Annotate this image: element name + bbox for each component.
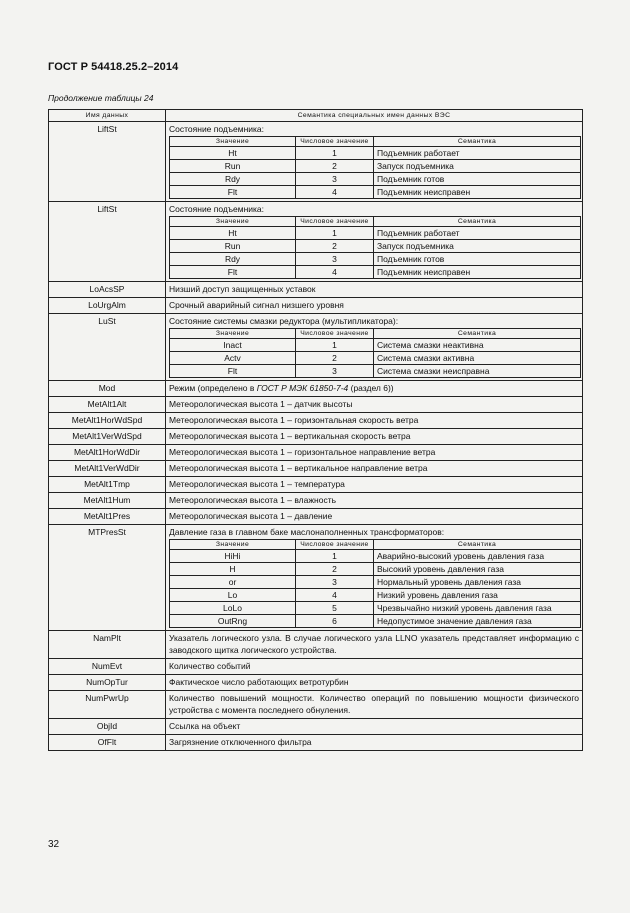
table-row — [49, 202, 583, 282]
enum-value: Flt — [170, 266, 296, 279]
table-row — [49, 429, 583, 445]
semantics-text: Метеорологическая высота 1 – влажность — [169, 495, 337, 505]
table-row — [49, 413, 583, 429]
enum-numeric: 4 — [296, 589, 374, 602]
enum-value: Actv — [170, 352, 296, 365]
enum-value: Ht — [170, 147, 296, 160]
data-name-cell: MetAlt1HorWdDir — [49, 445, 166, 461]
table-row — [49, 719, 583, 735]
table-row — [49, 122, 583, 202]
data-name-cell: MetAlt1HorWdSpd — [49, 413, 166, 429]
enum-value: OutRng — [170, 615, 296, 628]
semantics-text: (раздел 6)) — [348, 383, 394, 393]
enum-semantics: Подъемник работает — [374, 227, 581, 240]
enum-semantics: Низкий уровень давления газа — [374, 589, 581, 602]
enum-semantics: Подъемник неисправен — [374, 186, 581, 199]
enum-row — [170, 266, 581, 279]
semantics-text: Метеорологическая высота 1 – вертикальное направление ветра — [169, 463, 428, 473]
enum-semantics: Чрезвычайно низкий уровень давления газа — [374, 602, 581, 615]
table-row — [49, 493, 583, 509]
semantics-text: Количество повышений мощности. Количество операций по повышению мощности физического устройства с момента последнего обнуления. — [169, 693, 579, 715]
enum-row — [170, 186, 581, 199]
semantics-cell — [166, 282, 583, 298]
enum-numeric: 2 — [296, 563, 374, 576]
table-header-row — [49, 110, 583, 122]
semantics-text: Срочный аварийный сигнал низшего уровня — [169, 300, 344, 310]
enum-header-numeric: Числовое значение — [296, 540, 374, 550]
semantics-cell — [166, 413, 583, 429]
semantics-cell — [166, 461, 583, 477]
enum-numeric: 1 — [296, 147, 374, 160]
enum-row — [170, 160, 581, 173]
semantics-text: Ссылка на объект — [169, 721, 241, 731]
table-row — [49, 445, 583, 461]
enum-header-numeric: Числовое значение — [296, 217, 374, 227]
enum-numeric: 1 — [296, 227, 374, 240]
data-name-cell: NumOpTur — [49, 675, 166, 691]
semantics-title: Состояние подъемника: — [169, 204, 265, 214]
enum-values-table — [169, 136, 581, 199]
enum-semantics: Система смазки неактивна — [374, 339, 581, 352]
enum-value: Run — [170, 240, 296, 253]
semantics-cell — [166, 659, 583, 675]
enum-numeric: 3 — [296, 365, 374, 378]
table-row — [49, 631, 583, 659]
semantics-cell — [166, 631, 583, 659]
enum-semantics: Нормальный уровень давления газа — [374, 576, 581, 589]
enum-row — [170, 240, 581, 253]
enum-value: HiHi — [170, 550, 296, 563]
enum-numeric: 2 — [296, 240, 374, 253]
data-name-cell: MetAlt1VerWdSpd — [49, 429, 166, 445]
table-row — [49, 298, 583, 314]
semantics-cell — [166, 691, 583, 719]
enum-header-row — [170, 137, 581, 147]
semantics-cell — [166, 122, 583, 202]
semantics-text: Метеорологическая высота 1 – датчик высоты — [169, 399, 353, 409]
semantics-text: Метеорологическая высота 1 – температура — [169, 479, 345, 489]
enum-numeric: 4 — [296, 186, 374, 199]
data-name-cell: OfFlt — [49, 735, 166, 751]
enum-header-numeric: Числовое значение — [296, 329, 374, 339]
data-name-cell: MetAlt1Tmp — [49, 477, 166, 493]
data-name-cell: Mod — [49, 381, 166, 397]
data-name-cell: MTPresSt — [49, 525, 166, 631]
semantics-cell — [166, 397, 583, 413]
enum-row — [170, 227, 581, 240]
semantics-cell — [166, 445, 583, 461]
table-row — [49, 509, 583, 525]
enum-header-value: Значение — [170, 540, 296, 550]
table-row — [49, 735, 583, 751]
table-row — [49, 659, 583, 675]
enum-semantics: Аварийно-высокий уровень давления газа — [374, 550, 581, 563]
enum-row — [170, 563, 581, 576]
enum-numeric: 2 — [296, 352, 374, 365]
semantics-text: Метеорологическая высота 1 – вертикальная скорость ветра — [169, 431, 411, 441]
enum-row — [170, 365, 581, 378]
enum-value: Ht — [170, 227, 296, 240]
enum-numeric: 1 — [296, 550, 374, 563]
enum-header-semantics: Семантика — [374, 329, 581, 339]
data-name-cell: LoAcsSP — [49, 282, 166, 298]
enum-header-row — [170, 540, 581, 550]
table-row — [49, 282, 583, 298]
standard-header: ГОСТ Р 54418.25.2–2014 — [48, 61, 179, 73]
enum-header-row — [170, 329, 581, 339]
semantics-text: Метеорологическая высота 1 – давление — [169, 511, 333, 521]
table-row — [49, 461, 583, 477]
enum-row — [170, 253, 581, 266]
data-name-cell: MetAlt1Pres — [49, 509, 166, 525]
enum-numeric: 2 — [296, 160, 374, 173]
enum-numeric: 3 — [296, 253, 374, 266]
semantics-cell — [166, 202, 583, 282]
semantics-text: Режим (определено в — [169, 383, 257, 393]
data-name-cell: LoUrgAlm — [49, 298, 166, 314]
enum-value: Flt — [170, 186, 296, 199]
data-name-cell: LuSt — [49, 314, 166, 381]
semantics-text: Метеорологическая высота 1 – горизонтальное направление ветра — [169, 447, 436, 457]
enum-value: Lo — [170, 589, 296, 602]
semantics-text: Фактическое число работающих ветротурбин — [169, 677, 349, 687]
enum-row — [170, 352, 581, 365]
semantics-text: Метеорологическая высота 1 – горизонтальная скорость ветра — [169, 415, 419, 425]
enum-row — [170, 147, 581, 160]
table-row — [49, 675, 583, 691]
semantics-cell — [166, 735, 583, 751]
semantics-cell — [166, 509, 583, 525]
col-header-name: Имя данных — [49, 110, 166, 122]
enum-numeric: 3 — [296, 173, 374, 186]
enum-header-value: Значение — [170, 137, 296, 147]
enum-semantics: Система смазки активна — [374, 352, 581, 365]
enum-header-value: Значение — [170, 329, 296, 339]
enum-semantics: Система смазки неисправна — [374, 365, 581, 378]
table-row — [49, 314, 583, 381]
enum-row — [170, 615, 581, 628]
semantics-text: Загрязнение отключенного фильтра — [169, 737, 312, 747]
enum-row — [170, 173, 581, 186]
data-names-table — [48, 109, 583, 751]
enum-value: Run — [170, 160, 296, 173]
enum-semantics: Запуск подъемника — [374, 160, 581, 173]
enum-numeric: 1 — [296, 339, 374, 352]
enum-numeric: 6 — [296, 615, 374, 628]
enum-semantics: Подъемник работает — [374, 147, 581, 160]
semantics-cell — [166, 493, 583, 509]
enum-value: Inact — [170, 339, 296, 352]
enum-semantics: Подъемник готов — [374, 253, 581, 266]
enum-row — [170, 576, 581, 589]
semantics-cell — [166, 477, 583, 493]
data-name-cell: NamPlt — [49, 631, 166, 659]
enum-header-semantics: Семантика — [374, 217, 581, 227]
enum-numeric: 3 — [296, 576, 374, 589]
enum-semantics: Недопустимое значение давления газа — [374, 615, 581, 628]
semantics-title: Давление газа в главном баке маслонаполненных трансформаторов: — [169, 527, 445, 537]
enum-row — [170, 339, 581, 352]
semantics-cell — [166, 381, 583, 397]
table-caption: Продолжение таблицы 24 — [48, 93, 154, 103]
enum-value: or — [170, 576, 296, 589]
data-name-cell: LiftSt — [49, 202, 166, 282]
data-name-cell: MetAlt1Alt — [49, 397, 166, 413]
col-header-semantics: Семантика специальных имен данных ВЭС — [166, 110, 583, 122]
table-row — [49, 525, 583, 631]
enum-semantics: Высокий уровень давления газа — [374, 563, 581, 576]
enum-values-table — [169, 328, 581, 378]
table-row — [49, 397, 583, 413]
enum-numeric: 5 — [296, 602, 374, 615]
table-row — [49, 381, 583, 397]
enum-value: Rdy — [170, 173, 296, 186]
standard-reference: ГОСТ Р МЭК 61850-7-4 — [256, 383, 349, 393]
enum-numeric: 4 — [296, 266, 374, 279]
enum-header-numeric: Числовое значение — [296, 137, 374, 147]
semantics-text: Указатель логического узла. В случае логического узла LLNO указатель представляет информацию с заводского щитка логического устройства. — [169, 633, 579, 655]
enum-value: H — [170, 563, 296, 576]
semantics-cell — [166, 429, 583, 445]
semantics-cell — [166, 675, 583, 691]
data-name-cell: NumPwrUp — [49, 691, 166, 719]
semantics-text: Низший доступ защищенных уставок — [169, 284, 316, 294]
semantics-cell — [166, 719, 583, 735]
enum-row — [170, 602, 581, 615]
semantics-cell — [166, 298, 583, 314]
enum-value: LoLo — [170, 602, 296, 615]
data-name-cell: LiftSt — [49, 122, 166, 202]
enum-value: Flt — [170, 365, 296, 378]
data-name-cell: NumEvt — [49, 659, 166, 675]
data-name-cell: MetAlt1Hum — [49, 493, 166, 509]
semantics-cell — [166, 525, 583, 631]
semantics-title: Состояние системы смазки редуктора (мультипликатора): — [169, 316, 399, 326]
enum-semantics: Подъемник готов — [374, 173, 581, 186]
enum-value: Rdy — [170, 253, 296, 266]
enum-header-value: Значение — [170, 217, 296, 227]
semantics-cell — [166, 314, 583, 381]
data-name-cell: MetAlt1VerWdDir — [49, 461, 166, 477]
semantics-text: Количество событий — [169, 661, 251, 671]
enum-header-semantics: Семантика — [374, 540, 581, 550]
enum-values-table — [169, 216, 581, 279]
enum-row — [170, 550, 581, 563]
page-number: 32 — [48, 839, 60, 850]
enum-semantics: Запуск подъемника — [374, 240, 581, 253]
table-row — [49, 477, 583, 493]
enum-semantics: Подъемник неисправен — [374, 266, 581, 279]
semantics-title: Состояние подъемника: — [169, 124, 265, 134]
enum-values-table — [169, 539, 581, 628]
data-name-cell: ObjId — [49, 719, 166, 735]
enum-header-row — [170, 217, 581, 227]
enum-header-semantics: Семантика — [374, 137, 581, 147]
enum-row — [170, 589, 581, 602]
table-row — [49, 691, 583, 719]
